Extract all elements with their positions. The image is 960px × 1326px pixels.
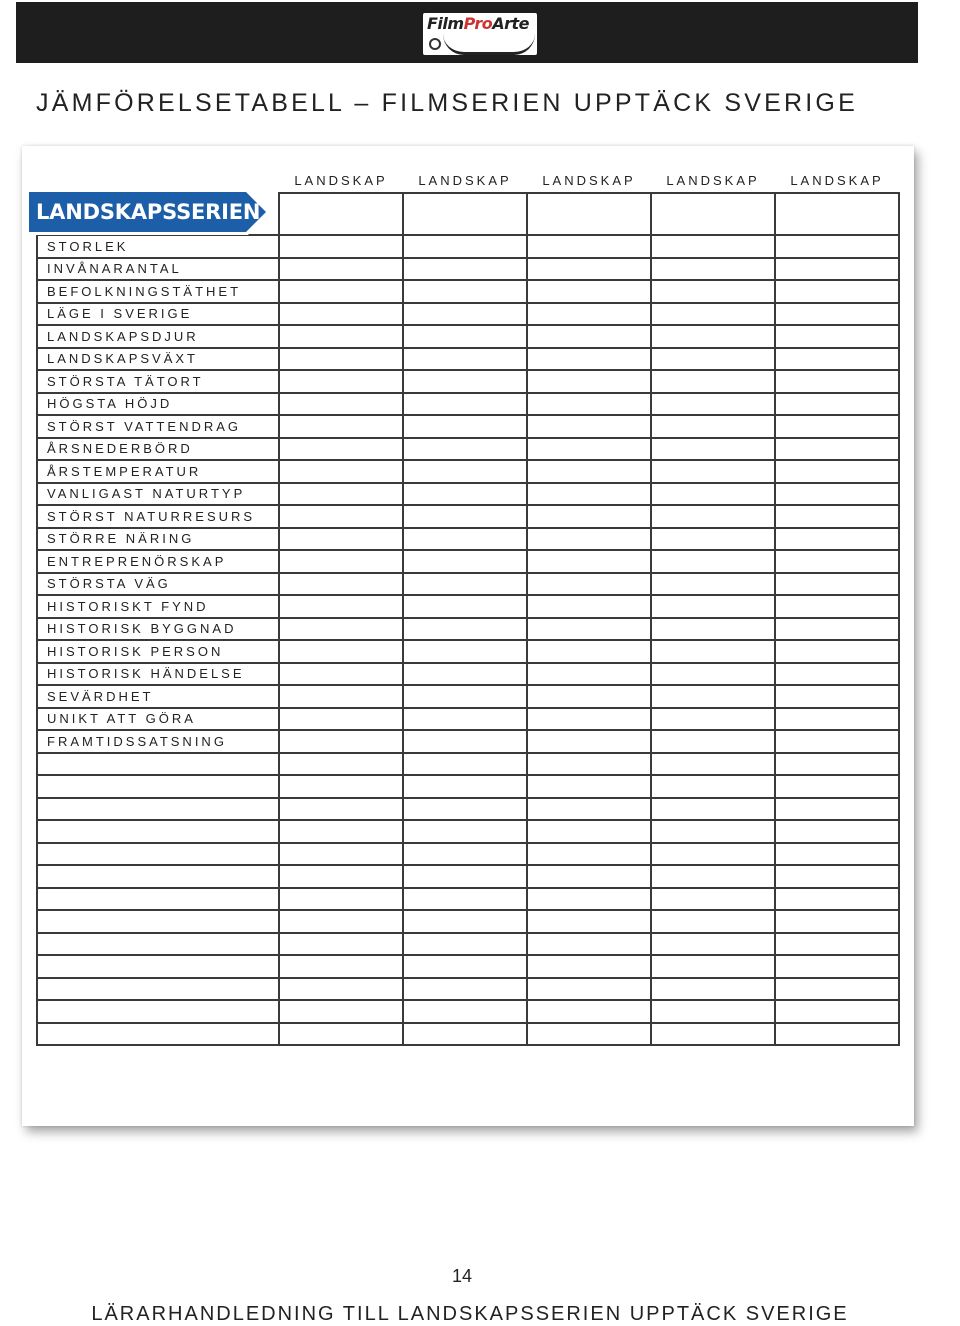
table-cell[interactable] xyxy=(527,663,651,686)
table-cell[interactable] xyxy=(527,550,651,573)
table-cell[interactable] xyxy=(527,595,651,618)
table-cell[interactable] xyxy=(403,280,527,303)
table-cell[interactable] xyxy=(403,1023,527,1046)
row-label xyxy=(37,933,279,956)
table-cell[interactable] xyxy=(775,483,899,506)
column-header: LANDSKAP xyxy=(790,172,884,188)
table-row xyxy=(37,933,899,956)
row-label: BEFOLKNINGSTÄTHET xyxy=(37,280,279,303)
table-cell[interactable] xyxy=(403,550,527,573)
table-cell[interactable] xyxy=(775,235,899,258)
table-cell[interactable] xyxy=(527,348,651,371)
table-cell[interactable] xyxy=(527,618,651,641)
table-cell[interactable] xyxy=(527,865,651,888)
table-cell[interactable] xyxy=(403,955,527,978)
table-cell[interactable] xyxy=(527,370,651,393)
table-row xyxy=(37,573,899,596)
table-cell[interactable] xyxy=(279,325,403,348)
table-row xyxy=(37,663,899,686)
table-cell[interactable] xyxy=(279,978,403,1001)
name-cell[interactable] xyxy=(403,193,527,235)
table-cell[interactable] xyxy=(775,663,899,686)
table-cell[interactable] xyxy=(775,775,899,798)
table-cell[interactable] xyxy=(775,348,899,371)
table-cell[interactable] xyxy=(651,843,775,866)
row-label: VANLIGAST NATURTYP xyxy=(37,483,279,506)
table-cell[interactable] xyxy=(527,438,651,461)
row-label: STÖRSTA VÄG xyxy=(37,573,279,596)
table-cell[interactable] xyxy=(527,280,651,303)
table-cell[interactable] xyxy=(651,955,775,978)
table-cell[interactable] xyxy=(403,753,527,776)
table-cell[interactable] xyxy=(527,843,651,866)
row-label xyxy=(37,798,279,821)
table-row xyxy=(37,528,899,551)
column-header: LANDSKAP xyxy=(666,172,760,188)
table-cell[interactable] xyxy=(651,640,775,663)
table-cell[interactable] xyxy=(651,820,775,843)
table-cell[interactable] xyxy=(279,415,403,438)
table-cell[interactable] xyxy=(775,595,899,618)
table-cell[interactable] xyxy=(403,910,527,933)
table-cell[interactable] xyxy=(775,708,899,731)
table-cell[interactable] xyxy=(279,865,403,888)
table-cell[interactable] xyxy=(403,393,527,416)
table-row xyxy=(37,505,899,528)
row-label: HÖGSTA HÖJD xyxy=(37,393,279,416)
table-cell[interactable] xyxy=(279,798,403,821)
table-row xyxy=(37,595,899,618)
table-cell[interactable] xyxy=(775,888,899,911)
table-cell[interactable] xyxy=(279,685,403,708)
table-cell[interactable] xyxy=(403,483,527,506)
table-cell[interactable] xyxy=(279,258,403,281)
page-title: JÄMFÖRELSETABELL – FILMSERIEN UPPTÄCK SVERIGE xyxy=(36,89,858,117)
table-cell[interactable] xyxy=(775,325,899,348)
table-cell[interactable] xyxy=(651,685,775,708)
table-cell[interactable] xyxy=(775,528,899,551)
table-row xyxy=(37,685,899,708)
table-row xyxy=(37,258,899,281)
table-cell[interactable] xyxy=(651,865,775,888)
table-row xyxy=(37,483,899,506)
table-cell[interactable] xyxy=(279,393,403,416)
table-row xyxy=(37,348,899,371)
table-cell[interactable] xyxy=(651,1000,775,1023)
table-cell[interactable] xyxy=(403,798,527,821)
table-row xyxy=(37,978,899,1001)
table-cell[interactable] xyxy=(651,348,775,371)
table-cell[interactable] xyxy=(403,685,527,708)
table-cell[interactable] xyxy=(651,460,775,483)
table-cell[interactable] xyxy=(527,775,651,798)
table-cell[interactable] xyxy=(279,753,403,776)
table-cell[interactable] xyxy=(279,573,403,596)
filmproarte-logo xyxy=(423,13,537,55)
table-cell[interactable] xyxy=(527,798,651,821)
top-banner xyxy=(16,2,918,63)
logo-text-mid: Pro xyxy=(463,14,493,33)
row-label xyxy=(37,865,279,888)
table-row xyxy=(37,393,899,416)
table-cell[interactable] xyxy=(279,843,403,866)
table-cell[interactable] xyxy=(403,730,527,753)
table-cell[interactable] xyxy=(279,438,403,461)
table-cell[interactable] xyxy=(775,640,899,663)
table-row xyxy=(37,370,899,393)
table-cell[interactable] xyxy=(651,775,775,798)
table-cell[interactable] xyxy=(527,460,651,483)
table-cell[interactable] xyxy=(651,438,775,461)
table-cell[interactable] xyxy=(527,325,651,348)
table-cell[interactable] xyxy=(527,483,651,506)
table-row xyxy=(37,820,899,843)
table-row xyxy=(37,865,899,888)
table-cell[interactable] xyxy=(651,415,775,438)
row-label xyxy=(37,820,279,843)
table-cell[interactable] xyxy=(651,303,775,326)
row-label: INVÅNARANTAL xyxy=(37,258,279,281)
table-cell[interactable] xyxy=(403,573,527,596)
table-cell[interactable] xyxy=(279,933,403,956)
logo-swoosh-icon xyxy=(443,34,535,55)
page-number: 14 xyxy=(451,1266,473,1286)
row-label: STORLEK xyxy=(37,235,279,258)
table-row xyxy=(37,1023,899,1046)
table-cell[interactable] xyxy=(527,910,651,933)
table-row xyxy=(37,618,899,641)
row-label: STÖRSTA TÄTORT xyxy=(37,370,279,393)
table-cell[interactable] xyxy=(279,460,403,483)
row-label: ÅRSTEMPERATUR xyxy=(37,460,279,483)
table-cell[interactable] xyxy=(527,505,651,528)
table-cell[interactable] xyxy=(279,595,403,618)
table-cell[interactable] xyxy=(651,798,775,821)
table-row xyxy=(37,415,899,438)
table-cell[interactable] xyxy=(775,753,899,776)
table-cell[interactable] xyxy=(279,775,403,798)
table-cell[interactable] xyxy=(527,978,651,1001)
table-cell[interactable] xyxy=(279,550,403,573)
row-label xyxy=(37,753,279,776)
table-cell[interactable] xyxy=(279,640,403,663)
table-cell[interactable] xyxy=(651,978,775,1001)
table-cell[interactable] xyxy=(279,730,403,753)
column-header: LANDSKAP xyxy=(418,172,512,188)
table-cell[interactable] xyxy=(775,820,899,843)
table-cell[interactable] xyxy=(527,933,651,956)
table-cell[interactable] xyxy=(775,303,899,326)
table-cell[interactable] xyxy=(279,888,403,911)
table-cell[interactable] xyxy=(651,550,775,573)
row-label: HISTORISK BYGGNAD xyxy=(37,618,279,641)
table-cell[interactable] xyxy=(775,910,899,933)
table-cell[interactable] xyxy=(775,258,899,281)
table-cell[interactable] xyxy=(403,258,527,281)
table-cell[interactable] xyxy=(279,348,403,371)
comparison-table xyxy=(36,168,900,1046)
row-label: HISTORISK PERSON xyxy=(37,640,279,663)
table-cell[interactable] xyxy=(775,370,899,393)
table-cell[interactable] xyxy=(279,1023,403,1046)
table-cell[interactable] xyxy=(527,258,651,281)
table-cell[interactable] xyxy=(527,415,651,438)
table-cell[interactable] xyxy=(775,550,899,573)
table-cell[interactable] xyxy=(527,235,651,258)
row-label: SEVÄRDHET xyxy=(37,685,279,708)
film-reel-icon xyxy=(429,38,441,50)
table-cell[interactable] xyxy=(403,888,527,911)
table-cell[interactable] xyxy=(651,1023,775,1046)
table-cell[interactable] xyxy=(403,843,527,866)
table-cell[interactable] xyxy=(775,978,899,1001)
table-cell[interactable] xyxy=(651,933,775,956)
table-cell[interactable] xyxy=(403,708,527,731)
table-cell[interactable] xyxy=(651,325,775,348)
sign-label: LANDSKAPSSERIEN xyxy=(36,200,261,224)
table-cell[interactable] xyxy=(651,235,775,258)
table-cell[interactable] xyxy=(527,730,651,753)
table-row xyxy=(37,235,899,258)
table-cell[interactable] xyxy=(527,708,651,731)
table-cell[interactable] xyxy=(651,888,775,911)
table-cell[interactable] xyxy=(775,460,899,483)
table-cell[interactable] xyxy=(403,528,527,551)
table-cell[interactable] xyxy=(651,618,775,641)
table-row xyxy=(37,775,899,798)
table-cell[interactable] xyxy=(279,370,403,393)
row-label xyxy=(37,910,279,933)
landskapsserien-sign xyxy=(26,189,270,235)
table-cell[interactable] xyxy=(527,393,651,416)
row-label xyxy=(37,978,279,1001)
table-cell[interactable] xyxy=(279,1000,403,1023)
table-row xyxy=(37,843,899,866)
table-cell[interactable] xyxy=(279,505,403,528)
table-cell[interactable] xyxy=(527,820,651,843)
name-cell[interactable] xyxy=(651,193,775,235)
table-cell[interactable] xyxy=(403,865,527,888)
column-header: LANDSKAP xyxy=(542,172,636,188)
row-label: LÄGE I SVERIGE xyxy=(37,303,279,326)
table-cell[interactable] xyxy=(651,910,775,933)
row-label xyxy=(37,775,279,798)
row-label xyxy=(37,1023,279,1046)
table-cell[interactable] xyxy=(403,505,527,528)
table-cell[interactable] xyxy=(403,775,527,798)
column-header: LANDSKAP xyxy=(294,172,388,188)
table-cell[interactable] xyxy=(775,438,899,461)
row-label: STÖRST NATURRESURS xyxy=(37,505,279,528)
table-row xyxy=(37,640,899,663)
table-cell[interactable] xyxy=(403,820,527,843)
table-cell[interactable] xyxy=(775,843,899,866)
table-cell[interactable] xyxy=(651,573,775,596)
table-cell[interactable] xyxy=(403,460,527,483)
table-cell[interactable] xyxy=(651,393,775,416)
table-row xyxy=(37,730,899,753)
footer-text: LÄRARHANDLEDNING TILL LANDSKAPSSERIEN UPPTÄCK SVERIGE xyxy=(91,1303,849,1325)
table-cell[interactable] xyxy=(775,865,899,888)
table-cell[interactable] xyxy=(651,258,775,281)
row-label xyxy=(37,1000,279,1023)
table-cell[interactable] xyxy=(527,303,651,326)
table-cell[interactable] xyxy=(651,280,775,303)
table-row xyxy=(37,888,899,911)
table-cell[interactable] xyxy=(279,528,403,551)
table-cell[interactable] xyxy=(651,595,775,618)
logo-text-end: Arte xyxy=(492,14,529,33)
table-cell[interactable] xyxy=(651,663,775,686)
table-cell[interactable] xyxy=(279,955,403,978)
row-label: LANDSKAPSDJUR xyxy=(37,325,279,348)
table-row xyxy=(37,753,899,776)
row-label: STÖRRE NÄRING xyxy=(37,528,279,551)
table-cell[interactable] xyxy=(651,505,775,528)
table-cell[interactable] xyxy=(403,235,527,258)
name-cell[interactable] xyxy=(527,193,651,235)
table-cell[interactable] xyxy=(775,955,899,978)
table-cell[interactable] xyxy=(775,1000,899,1023)
table-cell[interactable] xyxy=(279,708,403,731)
row-label: HISTORISKT FYND xyxy=(37,595,279,618)
table-cell[interactable] xyxy=(527,573,651,596)
table-row xyxy=(37,460,899,483)
table-row xyxy=(37,708,899,731)
table-row xyxy=(37,1000,899,1023)
table-cell[interactable] xyxy=(775,505,899,528)
table-cell[interactable] xyxy=(527,1000,651,1023)
table-cell[interactable] xyxy=(279,280,403,303)
row-label: LANDSKAPSVÄXT xyxy=(37,348,279,371)
table-cell[interactable] xyxy=(651,370,775,393)
table-cell[interactable] xyxy=(775,798,899,821)
table-cell[interactable] xyxy=(279,483,403,506)
table-cell[interactable] xyxy=(775,573,899,596)
logo-text-main: Film xyxy=(427,14,464,33)
table-row xyxy=(37,303,899,326)
table-row xyxy=(37,955,899,978)
table-row xyxy=(37,550,899,573)
table-cell[interactable] xyxy=(651,753,775,776)
table-row xyxy=(37,438,899,461)
table-cell[interactable] xyxy=(279,820,403,843)
row-label: HISTORISK HÄNDELSE xyxy=(37,663,279,686)
table-cell[interactable] xyxy=(279,910,403,933)
name-cell[interactable] xyxy=(775,193,899,235)
row-label: UNIKT ATT GÖRA xyxy=(37,708,279,731)
row-label xyxy=(37,955,279,978)
table-cell[interactable] xyxy=(279,303,403,326)
table-cell[interactable] xyxy=(403,933,527,956)
table-cell[interactable] xyxy=(651,708,775,731)
table-cell[interactable] xyxy=(403,370,527,393)
row-label: ENTREPRENÖRSKAP xyxy=(37,550,279,573)
table-cell[interactable] xyxy=(403,618,527,641)
table-cell[interactable] xyxy=(527,685,651,708)
table-cell[interactable] xyxy=(403,640,527,663)
table-cell[interactable] xyxy=(403,303,527,326)
table-cell[interactable] xyxy=(527,888,651,911)
table-cell[interactable] xyxy=(527,753,651,776)
table-cell[interactable] xyxy=(651,730,775,753)
table-cell[interactable] xyxy=(527,955,651,978)
table-row xyxy=(37,798,899,821)
table-cell[interactable] xyxy=(403,415,527,438)
table-cell[interactable] xyxy=(527,640,651,663)
table-cell[interactable] xyxy=(403,438,527,461)
table-cell[interactable] xyxy=(775,280,899,303)
row-label xyxy=(37,843,279,866)
table-cell[interactable] xyxy=(651,483,775,506)
row-label: FRAMTIDSSATSNING xyxy=(37,730,279,753)
table-cell[interactable] xyxy=(403,978,527,1001)
row-label: ÅRSNEDERBÖRD xyxy=(37,438,279,461)
row-label: STÖRST VATTENDRAG xyxy=(37,415,279,438)
table-cell[interactable] xyxy=(775,415,899,438)
table-row xyxy=(37,325,899,348)
table-cell[interactable] xyxy=(651,528,775,551)
sign-arrow-icon xyxy=(29,192,266,232)
table-cell[interactable] xyxy=(279,235,403,258)
table-cell[interactable] xyxy=(403,325,527,348)
table-cell[interactable] xyxy=(527,528,651,551)
table-cell[interactable] xyxy=(775,685,899,708)
table-cell[interactable] xyxy=(775,730,899,753)
table-row xyxy=(37,280,899,303)
table-cell[interactable] xyxy=(775,393,899,416)
row-label xyxy=(37,888,279,911)
table-cell[interactable] xyxy=(775,1023,899,1046)
table-row xyxy=(37,910,899,933)
table-cell[interactable] xyxy=(279,618,403,641)
table-cell[interactable] xyxy=(527,1023,651,1046)
table-cell[interactable] xyxy=(775,933,899,956)
table-cell[interactable] xyxy=(403,348,527,371)
table-cell[interactable] xyxy=(403,595,527,618)
table-cell[interactable] xyxy=(403,663,527,686)
table-cell[interactable] xyxy=(279,663,403,686)
table-cell[interactable] xyxy=(775,618,899,641)
name-cell[interactable] xyxy=(279,193,403,235)
table-cell[interactable] xyxy=(403,1000,527,1023)
